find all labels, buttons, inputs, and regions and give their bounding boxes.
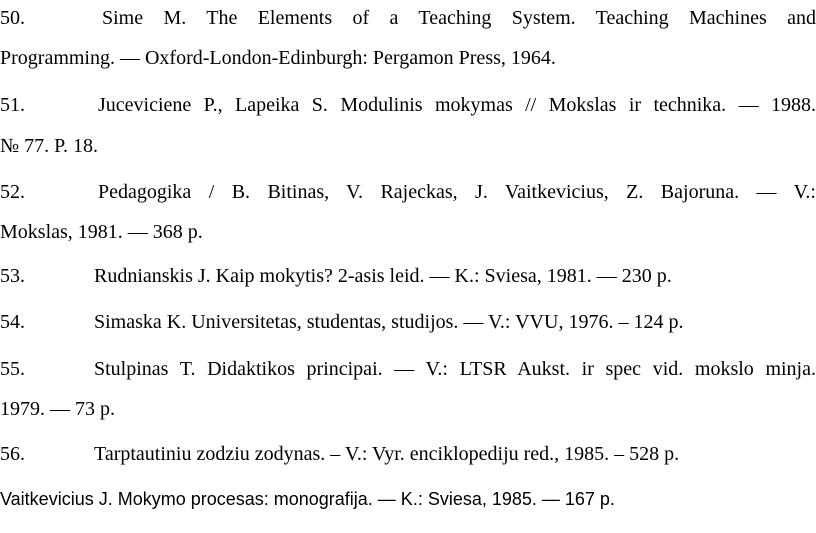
- reference-continuation: Programming. — Oxford-London-Edinburgh: Pergamon Press, 1964.: [0, 47, 556, 69]
- reference-number: 54.: [0, 311, 25, 333]
- reference-continuation: 1979. — 73 p.: [0, 398, 115, 420]
- reference-number: 53.: [0, 265, 25, 287]
- reference-text: Simaska K. Universitetas, studentas, studijos. — V.: VVU, 1976. – 124 p.: [94, 311, 684, 333]
- reference-text: Tarptautiniu zodziu zodynas. – V.: Vyr. enciklopediju red., 1985. – 528 p.: [94, 443, 680, 465]
- reference-number: 52.: [0, 181, 25, 203]
- reference-text: Stulpinas T. Didaktikos principai. — V.: LTSR Aukst. ir spec vid. mokslo minja.: [94, 358, 816, 380]
- reference-text: Vaitkevicius J. Mokymo procesas: monografija. — K.: Sviesa, 1985. — 167 p.: [0, 489, 615, 509]
- reference-number: 50.: [0, 7, 25, 29]
- reference-continuation: Mokslas, 1981. — 368 p.: [0, 221, 203, 243]
- reference-number: 56.: [0, 443, 25, 465]
- reference-text: Sime M. The Elements of a Teaching System. Teaching Machines and: [102, 7, 816, 29]
- reference-continuation: № 77. P. 18.: [0, 135, 98, 157]
- reference-number: 51.: [0, 94, 25, 116]
- reference-number: 55.: [0, 358, 25, 380]
- reference-text: Juceviciene P., Lapeika S. Modulinis mokymas // Mokslas ir technika. — 1988.: [98, 94, 816, 116]
- reference-text: Pedagogika / B. Bitinas, V. Rajeckas, J. Vaitkevicius, Z. Bajoruna. — V.:: [98, 181, 816, 203]
- reference-text: Rudnianskis J. Kaip mokytis? 2-asis leid. — K.: Sviesa, 1981. — 230 p.: [94, 265, 672, 287]
- reference-item-unnumbered: [0, 487, 816, 511]
